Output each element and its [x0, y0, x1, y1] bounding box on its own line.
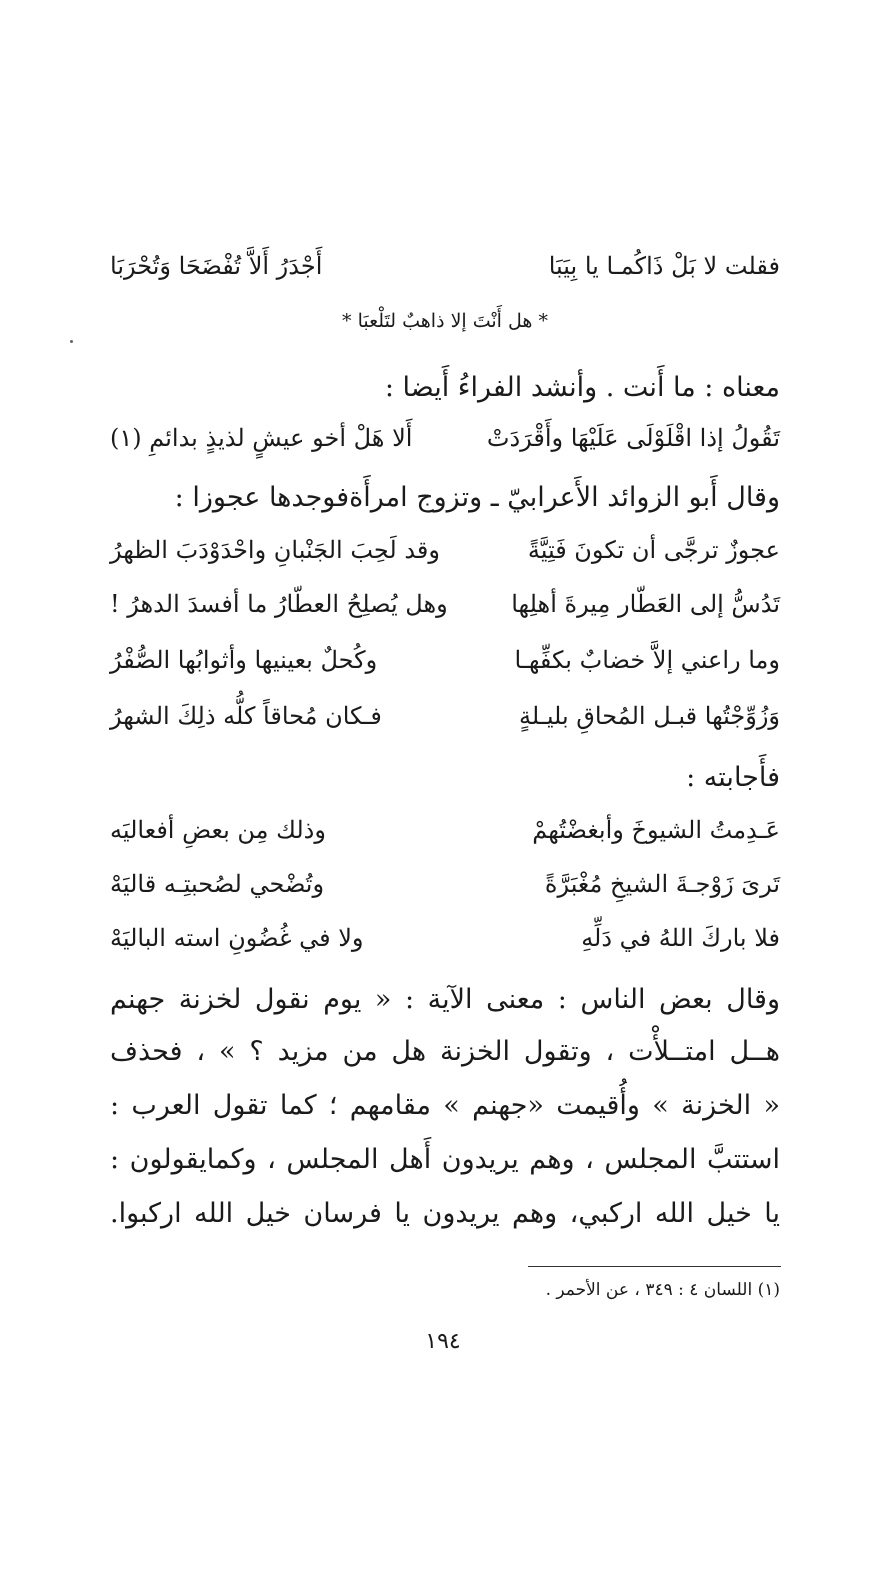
- verse-first-hemistich: عجوزٌ ترجَّى أن تكونَ فَتِيَّةً: [527, 536, 780, 564]
- verse-first-hemistich: وَزُوِّجْتُها قبـل المُحاقِ بليـلةٍ: [518, 702, 780, 730]
- verse-first-hemistich: فلا باركَ اللهُ في دَلِّهِ: [581, 924, 780, 952]
- paragraph-line: « الخزنة » وأُقيمت «جهنم » مقامهم ؛ كما تقول العرب :: [110, 1090, 780, 1121]
- page-number: ١٩٤: [425, 1329, 461, 1354]
- verse-second-hemistich: وهل يُصلِحُ العطّارُ ما أفسدَ الدهرُ !: [110, 590, 448, 618]
- half-verse: * هل أَنْتَ إلا ذاهبٌ لتَلْعبَا *: [342, 310, 548, 332]
- paragraph-line: استتبَّ المجلس ، وهم يريدون أَهل المجلس ، وكمايقولون :: [110, 1144, 780, 1175]
- verse-second-hemistich: أَلا هَلْ أخو عيشٍ لذيذٍ بدائمِ (١): [110, 424, 413, 452]
- ink-speck: [70, 340, 73, 343]
- verse-line: [110, 242, 780, 290]
- verse-second-hemistich: وتُضْحي لصُحبتِـه قاليَهْ: [110, 870, 325, 898]
- verse-line: [110, 914, 780, 962]
- verse-line: [110, 806, 780, 854]
- verse-first-hemistich: عَـدِمتُ الشيوخَ وأبغضْتُهمْ: [532, 816, 780, 844]
- paragraph-line: فأَجابته :: [686, 762, 780, 793]
- verse-line: [110, 414, 780, 462]
- paragraph-line: يا خيل الله اركبي، وهم يريدون يا فرسان خيل الله اركبوا.: [110, 1198, 780, 1229]
- verse-first-hemistich: وما راعني إلاَّ خضابٌ بكفِّهـا: [514, 646, 780, 674]
- verse-line: [110, 692, 780, 740]
- verse-first-hemistich: تَرىَ زَوْجـةَ الشيخِ مُغْبَرَّةً: [544, 870, 780, 898]
- paragraph-line: وقال بعض الناس : معنى الآية : « يوم نقول لخزنة جهنم: [110, 984, 780, 1015]
- footnote-divider: [528, 1266, 781, 1267]
- verse-first-hemistich: تَدُسُّ إلى العَطّار مِيرةَ أهلِها: [511, 590, 780, 618]
- verse-second-hemistich: وكُحلٌ بعينيها وأثوابُها الصُّفْرُ: [110, 646, 378, 674]
- verse-second-hemistich: وذلك مِن بعضِ أفعاليَه: [110, 816, 326, 844]
- verse-line: [110, 636, 780, 684]
- paragraph-line: وقال أَبو الزوائد الأَعرابيّ ـ وتزوج امرأَةفوجدها عجوزا :: [174, 482, 780, 513]
- verse-second-hemistich: أَجْدَرُ أَلاَّ تُفْضَحَا وَتُحْرَبَا: [110, 252, 323, 280]
- verse-first-hemistich: فقلت لا بَلْ ذَاكُمـا يا بِيَبَا: [548, 252, 780, 280]
- verse-first-hemistich: تَقُولُ إذا اقْلَوْلَى عَلَيْهَا وأَقْرَدَتْ: [486, 424, 780, 452]
- verse-line: [110, 580, 780, 628]
- verse-second-hemistich: ولا في غُضُونِ استه الباليَهْ: [110, 924, 364, 952]
- paragraph-line: معناه : ما أَنت . وأنشد الفراءُ أَيضا :: [384, 372, 780, 403]
- verse-line: [110, 860, 780, 908]
- verse-line: [110, 526, 780, 574]
- verse-second-hemistich: فـكان مُحاقاً كلُّه ذلِكَ الشهرُ: [110, 702, 382, 730]
- footnote: (١) اللسان ٤ : ٣٤٩ ، عن الأحمر .: [545, 1280, 780, 1300]
- verse-second-hemistich: وقد لَحِبَ الجَنْبانِ واحْدَوْدَبَ الظهرُ: [110, 536, 440, 564]
- paragraph-line: هــل امتــلأْت ، وتقول الخزنة هل من مزيد ؟ » ، فحذف: [110, 1036, 780, 1067]
